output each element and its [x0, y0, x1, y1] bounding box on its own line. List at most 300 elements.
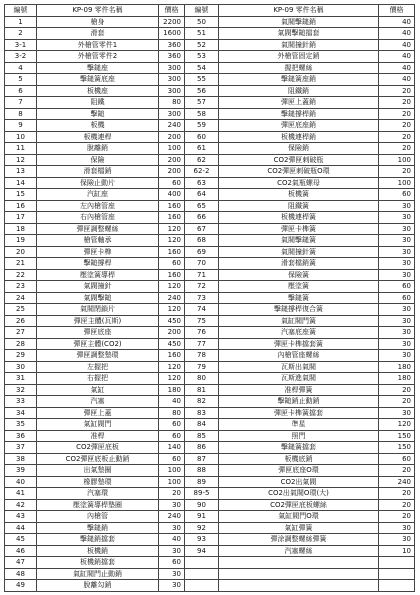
part-name: 滑套檔銷簧 — [219, 258, 379, 270]
part-price: 30 — [379, 522, 415, 534]
table-row — [5, 499, 415, 511]
part-number: 73 — [185, 292, 219, 304]
part-price: 40 — [379, 28, 415, 40]
part-name: 擊鎚簧擋套 — [219, 442, 379, 454]
part-number: 60 — [185, 131, 219, 143]
table-row — [5, 200, 415, 212]
part-name: 槍身 — [37, 16, 159, 28]
part-price: 140 — [159, 442, 185, 454]
table-row — [5, 212, 415, 224]
part-number: 49 — [5, 580, 37, 592]
table-row — [5, 166, 415, 178]
part-price: 20 — [379, 131, 415, 143]
part-price: 160 — [159, 212, 185, 224]
part-name: 汽塞 — [37, 396, 159, 408]
part-name: 氣閥擊鎚銷 — [219, 16, 379, 28]
part-price: 30 — [379, 223, 415, 235]
part-price: 40 — [379, 51, 415, 63]
part-price: 240 — [159, 292, 185, 304]
part-number: 50 — [185, 16, 219, 28]
part-number: 7 — [5, 97, 37, 109]
part-name: 外槍管零件1 — [37, 39, 159, 51]
part-name: 擊鎚銷擋套 — [37, 534, 159, 546]
part-name: 板機座 — [37, 85, 159, 97]
part-number: 89-5 — [185, 488, 219, 500]
table-row — [5, 51, 415, 63]
part-price: 450 — [159, 338, 185, 350]
table-row — [5, 384, 415, 396]
part-price: 160 — [159, 350, 185, 362]
part-number: 26 — [5, 315, 37, 327]
part-number — [185, 580, 219, 592]
part-number: 2 — [5, 28, 37, 40]
table-row — [5, 511, 415, 523]
part-number: 3-2 — [5, 51, 37, 63]
part-price: 2200 — [159, 16, 185, 28]
table-row — [5, 557, 415, 569]
header-row — [5, 5, 415, 17]
part-price: 60 — [159, 177, 185, 189]
part-number: 76 — [185, 327, 219, 339]
part-price: 20 — [379, 97, 415, 109]
table-row — [5, 580, 415, 592]
part-number: 90 — [185, 499, 219, 511]
part-number: 94 — [185, 545, 219, 557]
part-number: 51 — [185, 28, 219, 40]
part-number: 12 — [5, 154, 37, 166]
part-price — [379, 557, 415, 569]
table-body — [5, 5, 415, 592]
part-price: 60 — [379, 453, 415, 465]
part-price: 60 — [159, 258, 185, 270]
part-name: 汽塞螺絲 — [219, 545, 379, 557]
part-number: 34 — [5, 407, 37, 419]
part-number: 79 — [185, 361, 219, 373]
part-name: 氣缸彈簧 — [219, 522, 379, 534]
table-row — [5, 28, 415, 40]
part-number: 55 — [185, 74, 219, 86]
part-name: 氣閥撞針銷 — [219, 39, 379, 51]
part-price: 40 — [379, 62, 415, 74]
table-row — [5, 304, 415, 316]
part-number: 27 — [5, 327, 37, 339]
part-name: 彈匣主體(瓦斯) — [37, 315, 159, 327]
part-name: 板機連桿簧 — [219, 212, 379, 224]
part-name — [219, 568, 379, 580]
part-name: 准桿彈簧 — [219, 384, 379, 396]
part-number: 80 — [185, 373, 219, 385]
table-row — [5, 154, 415, 166]
part-name: 氣缸閥門止動銷 — [37, 568, 159, 580]
table-row — [5, 189, 415, 201]
header-number-left: 編號 — [5, 5, 37, 17]
part-price: 20 — [379, 396, 415, 408]
part-name: 彈匣調整螺絲 — [37, 223, 159, 235]
part-name: 滑套 — [37, 28, 159, 40]
part-price: 180 — [379, 373, 415, 385]
table-row — [5, 108, 415, 120]
table-row — [5, 407, 415, 419]
part-name: 彈匣底座 — [37, 327, 159, 339]
part-number: 68 — [185, 235, 219, 247]
part-price: 120 — [159, 361, 185, 373]
table-row — [5, 396, 415, 408]
table-row — [5, 350, 415, 362]
part-name: 彈匣底座O環 — [219, 465, 379, 477]
part-price: 60 — [379, 189, 415, 201]
part-price: 120 — [159, 373, 185, 385]
table-row — [5, 97, 415, 109]
part-price: 40 — [379, 74, 415, 86]
table-row — [5, 419, 415, 431]
part-number: 30 — [5, 361, 37, 373]
part-price: 450 — [159, 315, 185, 327]
part-price: 1600 — [159, 28, 185, 40]
part-name: 氣閥擊鎚簧 — [219, 235, 379, 247]
part-name: 壓塗簧導桿 — [37, 269, 159, 281]
part-number: 45 — [5, 534, 37, 546]
part-number: 39 — [5, 465, 37, 477]
part-name: 握把螺絲 — [219, 62, 379, 74]
part-price: 30 — [159, 499, 185, 511]
table-row — [5, 488, 415, 500]
part-name: 內槍管座螺絲 — [219, 350, 379, 362]
table-row — [5, 292, 415, 304]
part-name: 板機 — [37, 120, 159, 132]
part-name: 壓塗簧 — [219, 281, 379, 293]
part-price: 100 — [159, 143, 185, 155]
part-name: CO2氣瓶螺母 — [219, 177, 379, 189]
part-price: 120 — [159, 223, 185, 235]
part-price: 240 — [159, 120, 185, 132]
part-name: 板機連桿銷 — [219, 131, 379, 143]
table-row — [5, 476, 415, 488]
part-name: CO2出氣閥O環(大) — [219, 488, 379, 500]
part-price: 20 — [379, 166, 415, 178]
part-price: 150 — [379, 442, 415, 454]
table-row — [5, 373, 415, 385]
part-number: 52 — [185, 39, 219, 51]
part-price: 300 — [159, 108, 185, 120]
part-number: 41 — [5, 488, 37, 500]
part-number: 93 — [185, 534, 219, 546]
part-name: 擊鎚簧底座 — [37, 74, 159, 86]
part-number — [185, 557, 219, 569]
part-name: 氣閥撞針 — [37, 281, 159, 293]
part-price: 60 — [159, 453, 185, 465]
part-number: 21 — [5, 258, 37, 270]
part-price: 200 — [159, 327, 185, 339]
part-name: 滑套檔銷 — [37, 166, 159, 178]
part-number: 65 — [185, 200, 219, 212]
part-price: 160 — [159, 200, 185, 212]
part-name: 照門 — [219, 430, 379, 442]
part-name: 擊鎚撐桿銷 — [219, 108, 379, 120]
part-number: 82 — [185, 396, 219, 408]
part-number: 11 — [5, 143, 37, 155]
part-price: 30 — [159, 545, 185, 557]
part-price: 200 — [159, 166, 185, 178]
part-number: 54 — [185, 62, 219, 74]
part-price: 20 — [379, 465, 415, 477]
part-name: 出氣墊圈 — [37, 465, 159, 477]
part-name: 氣缸閥門O環 — [219, 511, 379, 523]
part-price: 20 — [379, 143, 415, 155]
part-price: 60 — [379, 292, 415, 304]
part-price: 30 — [379, 350, 415, 362]
part-name: 板機底銷 — [219, 453, 379, 465]
part-name: 瓦斯進氣閥 — [219, 373, 379, 385]
part-price: 30 — [379, 235, 415, 247]
table-row — [5, 177, 415, 189]
part-number: 43 — [5, 511, 37, 523]
table-row — [5, 269, 415, 281]
part-price: 20 — [379, 120, 415, 132]
part-number: 69 — [185, 246, 219, 258]
part-number: 36 — [5, 430, 37, 442]
table-row — [5, 453, 415, 465]
table-row — [5, 465, 415, 477]
part-number: 24 — [5, 292, 37, 304]
part-number: 84 — [185, 419, 219, 431]
part-name: 汽塞環 — [37, 488, 159, 500]
part-price: 20 — [379, 499, 415, 511]
part-number: 91 — [185, 511, 219, 523]
header-part-name-right: KP-09 零件名稱 — [219, 5, 379, 17]
part-price: 300 — [159, 62, 185, 74]
part-name: CO2彈匣刺破瓶O環 — [219, 166, 379, 178]
part-name: 板機銷 — [37, 545, 159, 557]
part-name: 內槍管 — [37, 511, 159, 523]
part-price — [379, 580, 415, 592]
part-name: 準星 — [219, 419, 379, 431]
part-price: 30 — [379, 258, 415, 270]
part-number: 85 — [185, 430, 219, 442]
part-name: 氣缸閥門 — [37, 419, 159, 431]
part-number: 66 — [185, 212, 219, 224]
part-price: 40 — [379, 39, 415, 51]
part-name: 阻鐵銷 — [219, 85, 379, 97]
part-price: 20 — [379, 384, 415, 396]
part-name: 彈匣主體(CO2) — [37, 338, 159, 350]
part-number: 58 — [185, 108, 219, 120]
part-number: 62-2 — [185, 166, 219, 178]
part-name: 橡膠墊環 — [37, 476, 159, 488]
part-name: 阻鐵簧 — [219, 200, 379, 212]
part-name: 壓塗簧導桿墊圈 — [37, 499, 159, 511]
part-price: 300 — [159, 74, 185, 86]
part-number: 72 — [185, 281, 219, 293]
part-name: 氣閥擊鎚擋套 — [219, 28, 379, 40]
part-price: 360 — [159, 39, 185, 51]
part-name: 彈匣卡榫簧 — [219, 223, 379, 235]
table-row — [5, 315, 415, 327]
part-number: 22 — [5, 269, 37, 281]
part-number: 1 — [5, 16, 37, 28]
part-number: 61 — [185, 143, 219, 155]
part-name: 保險簧 — [219, 269, 379, 281]
part-name: 汽塞底座簧 — [219, 327, 379, 339]
part-name: 擊鎚銷 — [37, 522, 159, 534]
part-name: 保險 — [37, 154, 159, 166]
part-price: 30 — [379, 246, 415, 258]
part-name: 彈涂調整螺絲彈簧 — [219, 534, 379, 546]
part-price: 100 — [159, 476, 185, 488]
part-number: 47 — [5, 557, 37, 569]
part-price: 120 — [159, 304, 185, 316]
part-price: 120 — [159, 281, 185, 293]
part-name: 板機銷擋套 — [37, 557, 159, 569]
table-row — [5, 338, 415, 350]
part-price: 240 — [159, 511, 185, 523]
part-number: 78 — [185, 350, 219, 362]
part-number: 32 — [5, 384, 37, 396]
part-price: 30 — [379, 212, 415, 224]
part-name: 氣閥擊鎚 — [37, 292, 159, 304]
part-number: 46 — [5, 545, 37, 557]
part-price — [379, 568, 415, 580]
table-row — [5, 62, 415, 74]
part-price: 60 — [159, 557, 185, 569]
part-name: 外槍管固定銷 — [219, 51, 379, 63]
table-row — [5, 39, 415, 51]
part-number — [185, 568, 219, 580]
part-price: 400 — [159, 189, 185, 201]
table-row — [5, 327, 415, 339]
part-price: 60 — [159, 430, 185, 442]
part-number: 5 — [5, 74, 37, 86]
part-number: 71 — [185, 269, 219, 281]
part-price: 40 — [159, 396, 185, 408]
part-number: 59 — [185, 120, 219, 132]
part-number: 62 — [185, 154, 219, 166]
part-name: CO2出氣閥 — [219, 476, 379, 488]
part-name: 擊鎚銷止動銷 — [219, 396, 379, 408]
part-price: 20 — [379, 488, 415, 500]
part-number: 89 — [185, 476, 219, 488]
part-name: 擊鎚簧座銷 — [219, 74, 379, 86]
part-price: 20 — [379, 511, 415, 523]
part-name: 保險止動片 — [37, 177, 159, 189]
table-row — [5, 223, 415, 235]
part-price: 30 — [159, 580, 185, 592]
part-price: 40 — [159, 534, 185, 546]
part-number: 23 — [5, 281, 37, 293]
part-price: 30 — [379, 327, 415, 339]
part-name: 左握把 — [37, 361, 159, 373]
part-name: 脫離勾銷 — [37, 580, 159, 592]
part-price: 60 — [159, 419, 185, 431]
part-name: 彈匣上蓋銷 — [219, 97, 379, 109]
part-price: 160 — [159, 269, 185, 281]
part-number: 8 — [5, 108, 37, 120]
part-name: 彈匣底座銷 — [219, 120, 379, 132]
part-price: 30 — [379, 315, 415, 327]
part-number: 16 — [5, 200, 37, 212]
table-row — [5, 568, 415, 580]
part-number: 83 — [185, 407, 219, 419]
part-price: 20 — [159, 488, 185, 500]
part-number: 9 — [5, 120, 37, 132]
table-row — [5, 545, 415, 557]
part-price: 120 — [159, 235, 185, 247]
part-price: 100 — [379, 154, 415, 166]
table-row — [5, 258, 415, 270]
part-number: 13 — [5, 166, 37, 178]
part-price: 10 — [379, 545, 415, 557]
part-number: 48 — [5, 568, 37, 580]
part-name: 右內槍管座 — [37, 212, 159, 224]
header-number-right: 編號 — [185, 5, 219, 17]
part-price: 120 — [379, 419, 415, 431]
table-row — [5, 120, 415, 132]
part-price: 100 — [379, 177, 415, 189]
part-price: 30 — [159, 568, 185, 580]
part-number: 4 — [5, 62, 37, 74]
part-name: 左內槍管座 — [37, 200, 159, 212]
table-row — [5, 85, 415, 97]
part-number: 87 — [185, 453, 219, 465]
part-name: 氣閥閉鎖片 — [37, 304, 159, 316]
part-number: 20 — [5, 246, 37, 258]
part-number: 75 — [185, 315, 219, 327]
part-number: 28 — [5, 338, 37, 350]
header-price-left: 價格 — [159, 5, 185, 17]
part-number: 33 — [5, 396, 37, 408]
part-number: 31 — [5, 373, 37, 385]
part-name: 外槍管零件2 — [37, 51, 159, 63]
part-name: 右握把 — [37, 373, 159, 385]
part-number: 64 — [185, 189, 219, 201]
part-number: 38 — [5, 453, 37, 465]
part-number: 57 — [185, 97, 219, 109]
part-number: 40 — [5, 476, 37, 488]
part-price: 30 — [379, 407, 415, 419]
table-row — [5, 74, 415, 86]
part-number: 17 — [5, 212, 37, 224]
part-price: 180 — [379, 361, 415, 373]
part-name — [219, 557, 379, 569]
part-name: 擊鎚座 — [37, 62, 159, 74]
part-name: 彈匣調整墊環 — [37, 350, 159, 362]
table-row — [5, 16, 415, 28]
part-price: 150 — [379, 430, 415, 442]
part-number: 67 — [185, 223, 219, 235]
part-name: 板機簧 — [219, 189, 379, 201]
part-name: 板機連桿 — [37, 131, 159, 143]
table-row — [5, 442, 415, 454]
part-name: 彈匣卡榫擋套簧 — [219, 338, 379, 350]
table-row — [5, 246, 415, 258]
part-name: 氣缸閥門簧 — [219, 315, 379, 327]
part-number: 63 — [185, 177, 219, 189]
part-number: 88 — [185, 465, 219, 477]
table-row — [5, 430, 415, 442]
parts-price-table — [4, 4, 415, 592]
part-price: 200 — [159, 131, 185, 143]
part-name: 脫離銷 — [37, 143, 159, 155]
header-part-name-left: KP-09 零件名稱 — [37, 5, 159, 17]
table-row — [5, 281, 415, 293]
part-name: 彈匣卡榫簧擋套 — [219, 407, 379, 419]
part-number: 35 — [5, 419, 37, 431]
part-number: 19 — [5, 235, 37, 247]
table-row — [5, 534, 415, 546]
part-price: 20 — [379, 108, 415, 120]
part-number: 37 — [5, 442, 37, 454]
part-number: 15 — [5, 189, 37, 201]
part-number: 29 — [5, 350, 37, 362]
